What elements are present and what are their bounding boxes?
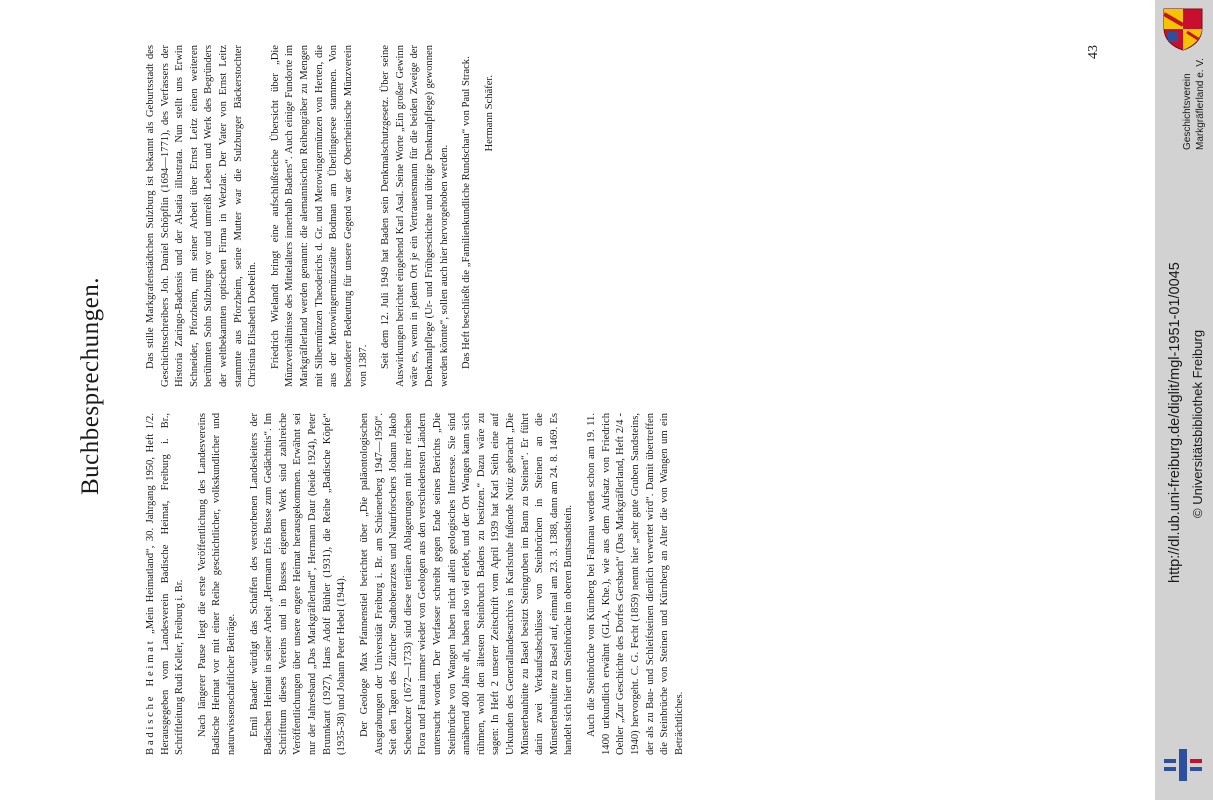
author-signature: Hermann Schäfer. bbox=[483, 75, 495, 152]
review-paragraph bbox=[144, 413, 188, 755]
column-right bbox=[144, 45, 695, 387]
review-paragraph: Das Heft beschließt die „Familienkundliche Rundschau“ von Paul Strack. bbox=[461, 56, 473, 369]
paragraph-text: „Mein Heimatland“, 30. Jahrgang 1950, Heft 1/2. Herausgegeben vom Landesverein Badische Heimat, Freiburg i. Br., Schriftleitung Rudi Keller, Freiburg i. Br. bbox=[145, 413, 186, 755]
page-heading: Buchbesprechungen. bbox=[77, 277, 104, 495]
review-paragraph: Das stille Markgrafenstädtchen Sulzburg ist bekannt als Geburtsstadt des Geschichtsschreibers Joh. Daniel Schöpflin (1694—1771), des Verfassers der Historia Zaringo-Badensis und der Alsatia illustrata. Nun stellt uns Erwin Schneider, Pforzheim, mit seiner Arbeit über Ernst Leitz einen weiteren berühmten Sohn Sulzburgs vor und umreißt Leben und Werk des Begründers der weltbekannten optischen Firma in Wetzlar. Der Vater von Ernst Leitz stammte aus Pforzheim, seine Mutter war die Sulzburger Bäckerstochter Christina Elisabeth Doebelin. bbox=[145, 45, 259, 387]
journal-title: Badische Heimat bbox=[145, 638, 156, 755]
document-page bbox=[56, 5, 1141, 795]
review-paragraph: Auch die Steinbrüche von Kürnberg bei Fahrnau werden schon am 19. 11. 1400 urkundlich erwähnt (GLA, Khe.), wie aus dem Aufsatz von Friedrich Oehler „Zur Geschichte des Dorfes Gersbach“ (Das Markgräflerland, Heft 2/4 - 1940) hervorgeht. C. G. Fecht (1859) nennt hier „sehr gute Gruben Sandsteins, der als zu Bau- und Schleifsteinen dienlich verwertet wird“. Damit übertreffen die Steinbrüche von Steinen und Kürnberg an Alter die von Wangen um ein Beträchtliches. bbox=[586, 413, 685, 755]
review-paragraph: Der Geologe Max Pfannenstiel berichtet über „Die paläontologischen Ausgrabungen der Universität Freiburg i. Br. am Schienerberg 1947—1950“. Seit den Tagen des Zürcher Stadtoberarztes und Naturforschers Johann Jakob Scheuchzer (1672—1733) sind diese tertiären Ablagerungen mit ihrer reichen Flora und Fauna immer wieder von Geologen aus den verschiedensten Ländern untersucht worden. Der Verfasser schreibt gegen Ende seines Berichts „Die Steinbrüche von Wangen haben nicht allein geologisches Interesse. Sie sind annähernd 400 Jahre alt, haben also viel erlebt, und der Ort Wangen kann sich rühmen, wohl den ältesten Steinbruch Badens zu besitzen.“ Dazu wäre zu sagen: In Heft 2 unserer Zeitschrift vom April 1939 hat Karl Seith eine auf Urkunden des Generallandesarchivs in Karlsruhe fußende Notiz gebracht „Die Münsterbauhütte zu Basel besitzt Steingruben im Bann zu Steinen“. Er führt darin zwei Verkaufsabschlüsse von Steinbrüchen in Steinen an die Münsterbauhütte zu Basel auf, einmal am 23. 3. 1388, dann am 24. 8. 1469. Es handelt sich hier um Steinbrüche im oberen Buntsandstein. bbox=[358, 413, 575, 755]
page-number: 43 bbox=[1085, 45, 1101, 59]
review-paragraph: Seit dem 12. Juli 1949 hat Baden sein Denkmalschutzgesetz. Über seine Auswirkungen berichtet eingehend Karl Asal. Seine Worte „Ein großer Gewinn wäre es, wenn in jedem Ort je ein Vertrauensmann für die beiden Zweige der Denkmalpflege (Ur- und Frühgeschichte und übrige Denkmalpflege) gewonnen werden könnte“, sollen auch hier hervorgehoben werden. bbox=[380, 45, 450, 387]
review-paragraph: Friedrich Wielandt bringt eine aufschlußreiche Übersicht über „Die Münzverhältnisse des Mittelalters innerhalb Badens“. Auch einige Fundorte im Markgräflerland werden genannt: die alemannischen Reihengräber zu Mengen mit Silbermünzen Theoderichs d. Gr. und Merowingermünzen von Herten, die aus der Merowingermünzstätte Bodman am Überlingersee stammen. Von besonderer Bedeutung für unsere Gegend war der Oberrheinische Münzverein von 1387. bbox=[269, 45, 369, 387]
society-line-2: Markgräflerland e. V. bbox=[1194, 58, 1206, 150]
university-library-logo-icon bbox=[1160, 745, 1206, 785]
copyright-text: © Universitätsbibliothek Freiburg bbox=[1190, 329, 1205, 518]
text-columns bbox=[144, 45, 695, 755]
permalink-text[interactable]: http://dl.ub.uni-freiburg.de/diglit/mgl-1951-01/0045 bbox=[1167, 262, 1183, 583]
review-paragraph: Nach längerer Pause liegt die erste Veröffentlichung des Landesvereins Badische Heimat vor mit einer Reihe geschichtlicher, volkskundlicher und naturwissenschaftlicher Beiträge. bbox=[196, 413, 238, 755]
coat-of-arms-icon bbox=[1160, 6, 1206, 52]
society-line-1: Geschichtsverein bbox=[1182, 73, 1193, 150]
column-left bbox=[144, 413, 695, 755]
review-paragraph: Emil Baader würdigt das Schaffen des verstorbenen Landesleiters der Badischen Heimat in seiner Arbeit „Hermann Eris Busse zum Gedächtnis“. Im Schrifttum dieses Vereins und in Busses eigenem Werk sind zahlreiche Veröffentlichungen über unsere engere Heimat herausgekommen. Erwähnt sei nur der Jahresband „Das Markgräflerland“, Hermann Daur (beide 1924), Peter Brunnkant (1927), Hans Adolf Bühler (1931), die Reihe „Badische Köpfe“ (1935-38) und Johann Peter Hebel (1944). bbox=[248, 413, 348, 755]
